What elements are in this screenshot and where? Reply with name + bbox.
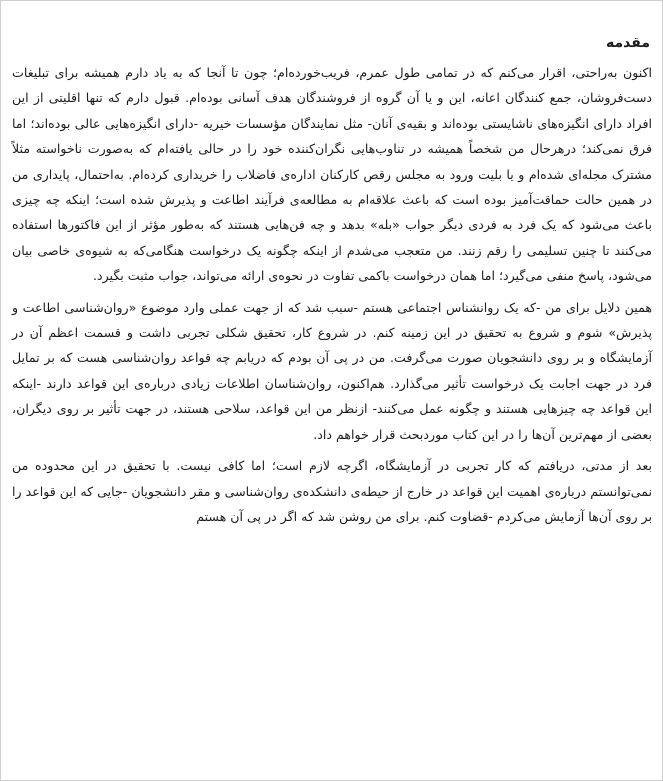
paragraph-3: بعد از مدتی، دریافتم که کار تجربی در آزمایشگاه، اگرچه لازم است؛ اما کافی نیست. با تحقیق در این محدوده من نمی‌توانستم درباره‌ی اهمیت این قواعد در خارج از حیطه‌ی دانشکده‌ی روان‌شناسی و مقر دانشجویان -جایی که این قواعد را بر روی آن‌ها آزمایش می‌کردم -قضاوت کنم. برای من روشن شد که اگر در پی آن هستم <box>12 458 652 524</box>
paragraph-2: همین دلایل برای من -که یک روانشناس اجتماعی هستم -سبب شد که از جهت عملی وارد موضوع «روان‌شناسی اطاعت و پذیرش» شوم و شروع به تحقیق در این زمینه کنم. در شروع کار، تحقیق شکلی تجربی داشت و قسمت اعظم آن در آزمایشگاه و بر روی دانشجویان صورت می‌گرفت. من در پی آن بودم که دریابم چه قواعد روان‌شناسی هست که بر تمایل فرد در جهت اجابت یک درخواست تأثیر می‌گذارد. هم‌اکنون، روان‌شناسان اطلاعات زیادی درباره‌ی این قواعد دارند -اینکه این قواعد چه چیزهایی هستند و چگونه عمل می‌کنند- ازنظر من این قواعد، سلاحی هستند، در جهت تأثیر بر روی دیگران، بعضی از مهم‌ترین آن‌ها را در این کتاب موردبحث قرار خواهم داد. <box>12 299 652 442</box>
paragraph-1: اکنون به‌راحتی، اقرار می‌کنم که در تمامی طول عمرم، فریب‌خورده‌ام؛ چون تا آنجا که به یاد دارم همیشه برای تبلیغات دست‌فروشان، جمع کنندگان اعانه، این و یا آن گروه از فروشندگان هدف آسانی بوده‌ام. قبول دارم که تنها اقلیتی از این افراد دارای انگیزه‌های ناشایستی بوده‌اند و بقیه‌ی آنان- مثل نمایندگان مؤسسات خیریه -دارای انگیزه‌هایی عالی بوده‌اند؛ اما فرق نمی‌کند؛ درهرحال من شخصاً همیشه در تناوب‌هایی نگران‌کننده خود را در حالی یافته‌ام که به‌صورت ناخواسته مثلاً مشترک مجله‌ای شده‌ام و یا بلیت ورود به مجلس رقص کارکنان اداره‌ی فاضلاب را خریداری کرده‌ام. به‌احتمال، پایداری من در همین حالت حماقت‌آمیز بوده است که باعث علاقه‌ام به مطالعه‌ی فرآیند اطاعت و پذیرش شده است؛ اینکه چه چیزی باعث می‌شود که یک فرد به فردی دیگر جواب «بله» بدهد و چه فن‌هایی هستند که به‌طور مؤثر از این فاکتورها استفاده می‌کنند تا چنین تسلیمی را رقم زنند. من متعجب می‌شدم از اینکه چگونه یک درخواست هنگامی‌که به شیوه‌ی خاصی بیان می‌شود، پاسخ منفی می‌گیرد؛ اما همان درخواست باکمی تفاوت در نحوه‌ی ارائه می‌تواند، جواب مثبت بگیرد. <box>12 65 652 284</box>
document-body <box>12 32 652 535</box>
section-heading: مقدمه <box>606 35 650 51</box>
